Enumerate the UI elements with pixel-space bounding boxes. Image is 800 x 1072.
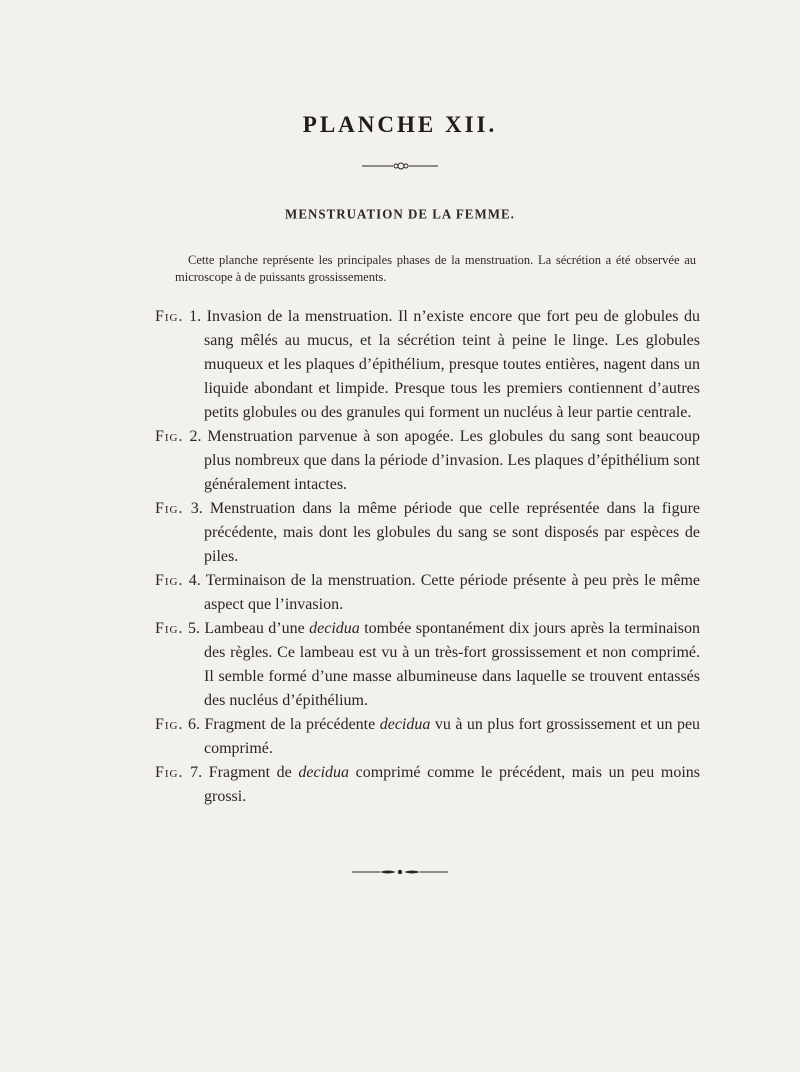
figure-text-end: tombée spontanément dix jours après la terminaison des règles. Ce lambeau est vu à un très-fort grossissement et non comprimé. Il semble formé d’une masse albumineuse dans laquelle se trouvent entassés des nucléus d’épithélium. xyxy=(204,620,701,709)
figure-label: Fig. xyxy=(155,620,184,637)
figure-entry xyxy=(155,305,700,425)
figure-number: 3. xyxy=(190,500,203,517)
figure-number: 2. xyxy=(189,428,202,445)
figure-number: 7. xyxy=(190,764,203,781)
figure-number: 4. xyxy=(188,572,201,589)
figure-text: Fragment de xyxy=(208,764,299,781)
figure-text-end: vu à un plus fort grossissement et un peu comprimé. xyxy=(204,716,701,757)
figure-entry xyxy=(155,497,700,569)
figure-italic: decidua xyxy=(309,620,360,637)
figure-text: Invasion de la menstruation. Il n’existe encore que fort peu de globules du sang mêlés au mucus, et la sécrétion teint à peine le linge. Les globules muqueux et les plaques d’épithélium, presque toutes entières, nagent dans un liquide abondant et limpide. Presque tous les premiers contiennent d’autres petits globules ou des granules qui forment un nucléus à leur partie centrale. xyxy=(204,308,701,421)
bottom-ornament xyxy=(0,863,800,882)
figure-italic: decidua xyxy=(379,716,431,733)
figure-entry xyxy=(155,569,700,617)
top-ornament xyxy=(0,157,800,176)
figure-entry xyxy=(155,617,700,713)
figure-number: 1. xyxy=(189,308,202,325)
figure-label: Fig. xyxy=(155,308,184,325)
figure-label: Fig. xyxy=(155,764,184,781)
intro-paragraph: Cette planche représente les principales phases de la menstruation. La sécrétion a été observée au microscope à de puissants grossissements. xyxy=(175,253,696,284)
figure-text-end: comprimé comme le précédent, mais un peu moins grossi. xyxy=(204,764,701,805)
figure-label: Fig. xyxy=(155,716,184,733)
figure-italic: decidua xyxy=(298,764,350,781)
figure-text: Menstruation parvenue à son apogée. Les globules du sang sont beaucoup plus nombreux que dans la période d’invasion. Les plaques d’épithélium sont généralement intactes. xyxy=(204,428,701,493)
figure-text: Lambeau d’une xyxy=(204,620,310,637)
figure-number: 6. xyxy=(188,716,201,733)
figure-text: Menstruation dans la même période que celle représentée dans la figure précédente, mais dont les globules du sang se sont disposés par espèces de piles. xyxy=(204,500,701,565)
figure-text: Fragment de la précédente xyxy=(204,716,380,733)
figure-number: 5. xyxy=(187,620,200,637)
figure-entry xyxy=(155,425,700,497)
figure-label: Fig. xyxy=(155,428,184,445)
figure-text: Terminaison de la menstruation. Cette période présente à peu près le même aspect que l’invasion. xyxy=(204,572,701,613)
figure-entry xyxy=(155,761,700,809)
section-subtitle: MENSTRUATION DE LA FEMME. xyxy=(285,205,515,222)
plate-title: PLANCHE XII. xyxy=(302,112,498,137)
figure-label: Fig. xyxy=(155,572,184,589)
figure-list xyxy=(155,305,700,809)
figure-label: Fig. xyxy=(155,500,184,517)
figure-entry xyxy=(155,713,700,761)
